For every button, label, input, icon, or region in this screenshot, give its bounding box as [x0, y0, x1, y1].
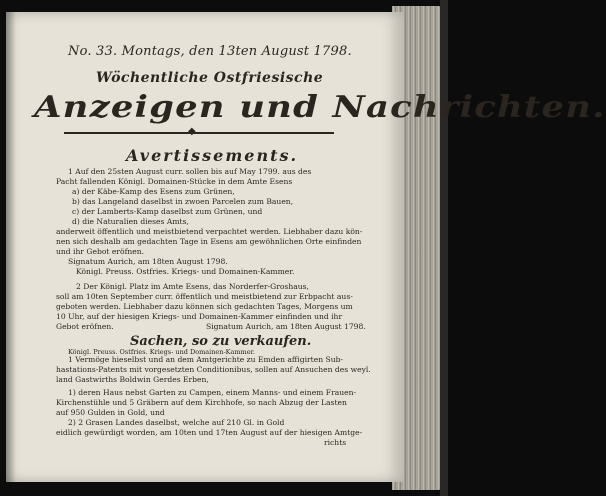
text-line: und ihr Gebot eröfnen. — [56, 247, 145, 256]
text-line: 1 Vermöge hieselbst und an dem Amtgerichte zu Emden affigirten Sub- — [68, 355, 344, 364]
text-line: land Gastwirths Boldwin Gerdes Erben, — [56, 375, 209, 384]
text-line: richts — [324, 438, 347, 447]
gutter-shadow — [6, 12, 16, 482]
text-line: Gebot eröfnen. — [56, 322, 114, 331]
newspaper-page — [6, 12, 606, 482]
text-line: geboten werden. Liebhaber dazu können sich gedachten Tages, Morgens um — [56, 302, 353, 311]
text-line: Königl. Preuss. Ostfries. Kriegs- und Domainen-Kammer. — [76, 267, 295, 276]
text-line: a) der Käbe-Kamp des Esens zum Grünen, — [72, 187, 235, 196]
text-line: d) die Naturalien dieses Amts, — [72, 217, 189, 226]
masthead-rule — [64, 132, 334, 134]
section-sachen: Sachen, so zu verkaufen. — [130, 334, 312, 349]
text-line: c) der Lamberts-Kamp daselbst zum Grünen, und — [72, 207, 263, 216]
text-line: nen sich deshalb am gedachten Tage in Esens am gewöhnlichen Orte einfinden — [56, 237, 362, 246]
text-line: Königl. Preuss. Ostfries. Kriegs- und Domainen-Kammer. — [68, 348, 256, 356]
text-line: eidlich gewürdigt worden, am 10ten und 17ten August auf der hiesigen Amtge- — [56, 428, 363, 437]
text-line: anderweit öffentlich und meistbietend verpachtet werden. Liebhaber dazu kön- — [56, 227, 363, 236]
text-line: 1 Auf den 25sten August curr. sollen bis auf May 1799. aus des — [68, 167, 312, 176]
issue-line: No. 33. Montags, den 13ten August 1798. — [68, 44, 352, 59]
text-line: hastations-Patents mit vorgesetzten Conditionibus, sollen auf Ansuchen des weyl. — [56, 365, 371, 374]
book-cover — [440, 0, 448, 496]
text-line: b) das Langeland daselbst in zwoen Parcelen zum Bauen, — [72, 197, 294, 206]
masthead-subtitle: Wöchentliche Ostfriesische — [96, 70, 324, 86]
text-line: Pacht fallenden Königl. Domainen-Stücke in dem Amte Esens — [56, 177, 293, 186]
text-line: soll am 10ten September curr. öffentlich und meistbietend zur Erbpacht aus- — [56, 292, 353, 301]
rule-ornament: ◆ — [188, 126, 196, 137]
text-line: 10 Uhr, auf der hiesigen Kriegs- und Domainen-Kammer einfinden und ihr — [56, 312, 343, 321]
section-avertissements: Avertissements. — [126, 146, 299, 165]
text-line: 2 Der Königl. Platz im Amte Esens, das Norderfer-Groshaus, — [76, 282, 309, 291]
text-line: Kirchenstühle und 5 Gräbern auf dem Kirchhofe, so nach Abzug der Lasten — [56, 398, 347, 407]
text-line: Signatum Aurich, am 18ten August 1798. — [206, 322, 366, 331]
text-line: 1) deren Haus nebst Garten zu Campen, einem Manns- und einem Frauen- — [68, 388, 357, 397]
text-line: 2) 2 Grasen Landes daselbst, welche auf 210 Gl. in Gold — [68, 418, 285, 427]
text-line: Signatum Aurich, am 18ten August 1798. — [68, 257, 228, 266]
text-line: auf 950 Gulden in Gold, und — [56, 408, 165, 417]
masthead-title: Anzeigen und Nachrichten. — [34, 90, 606, 125]
